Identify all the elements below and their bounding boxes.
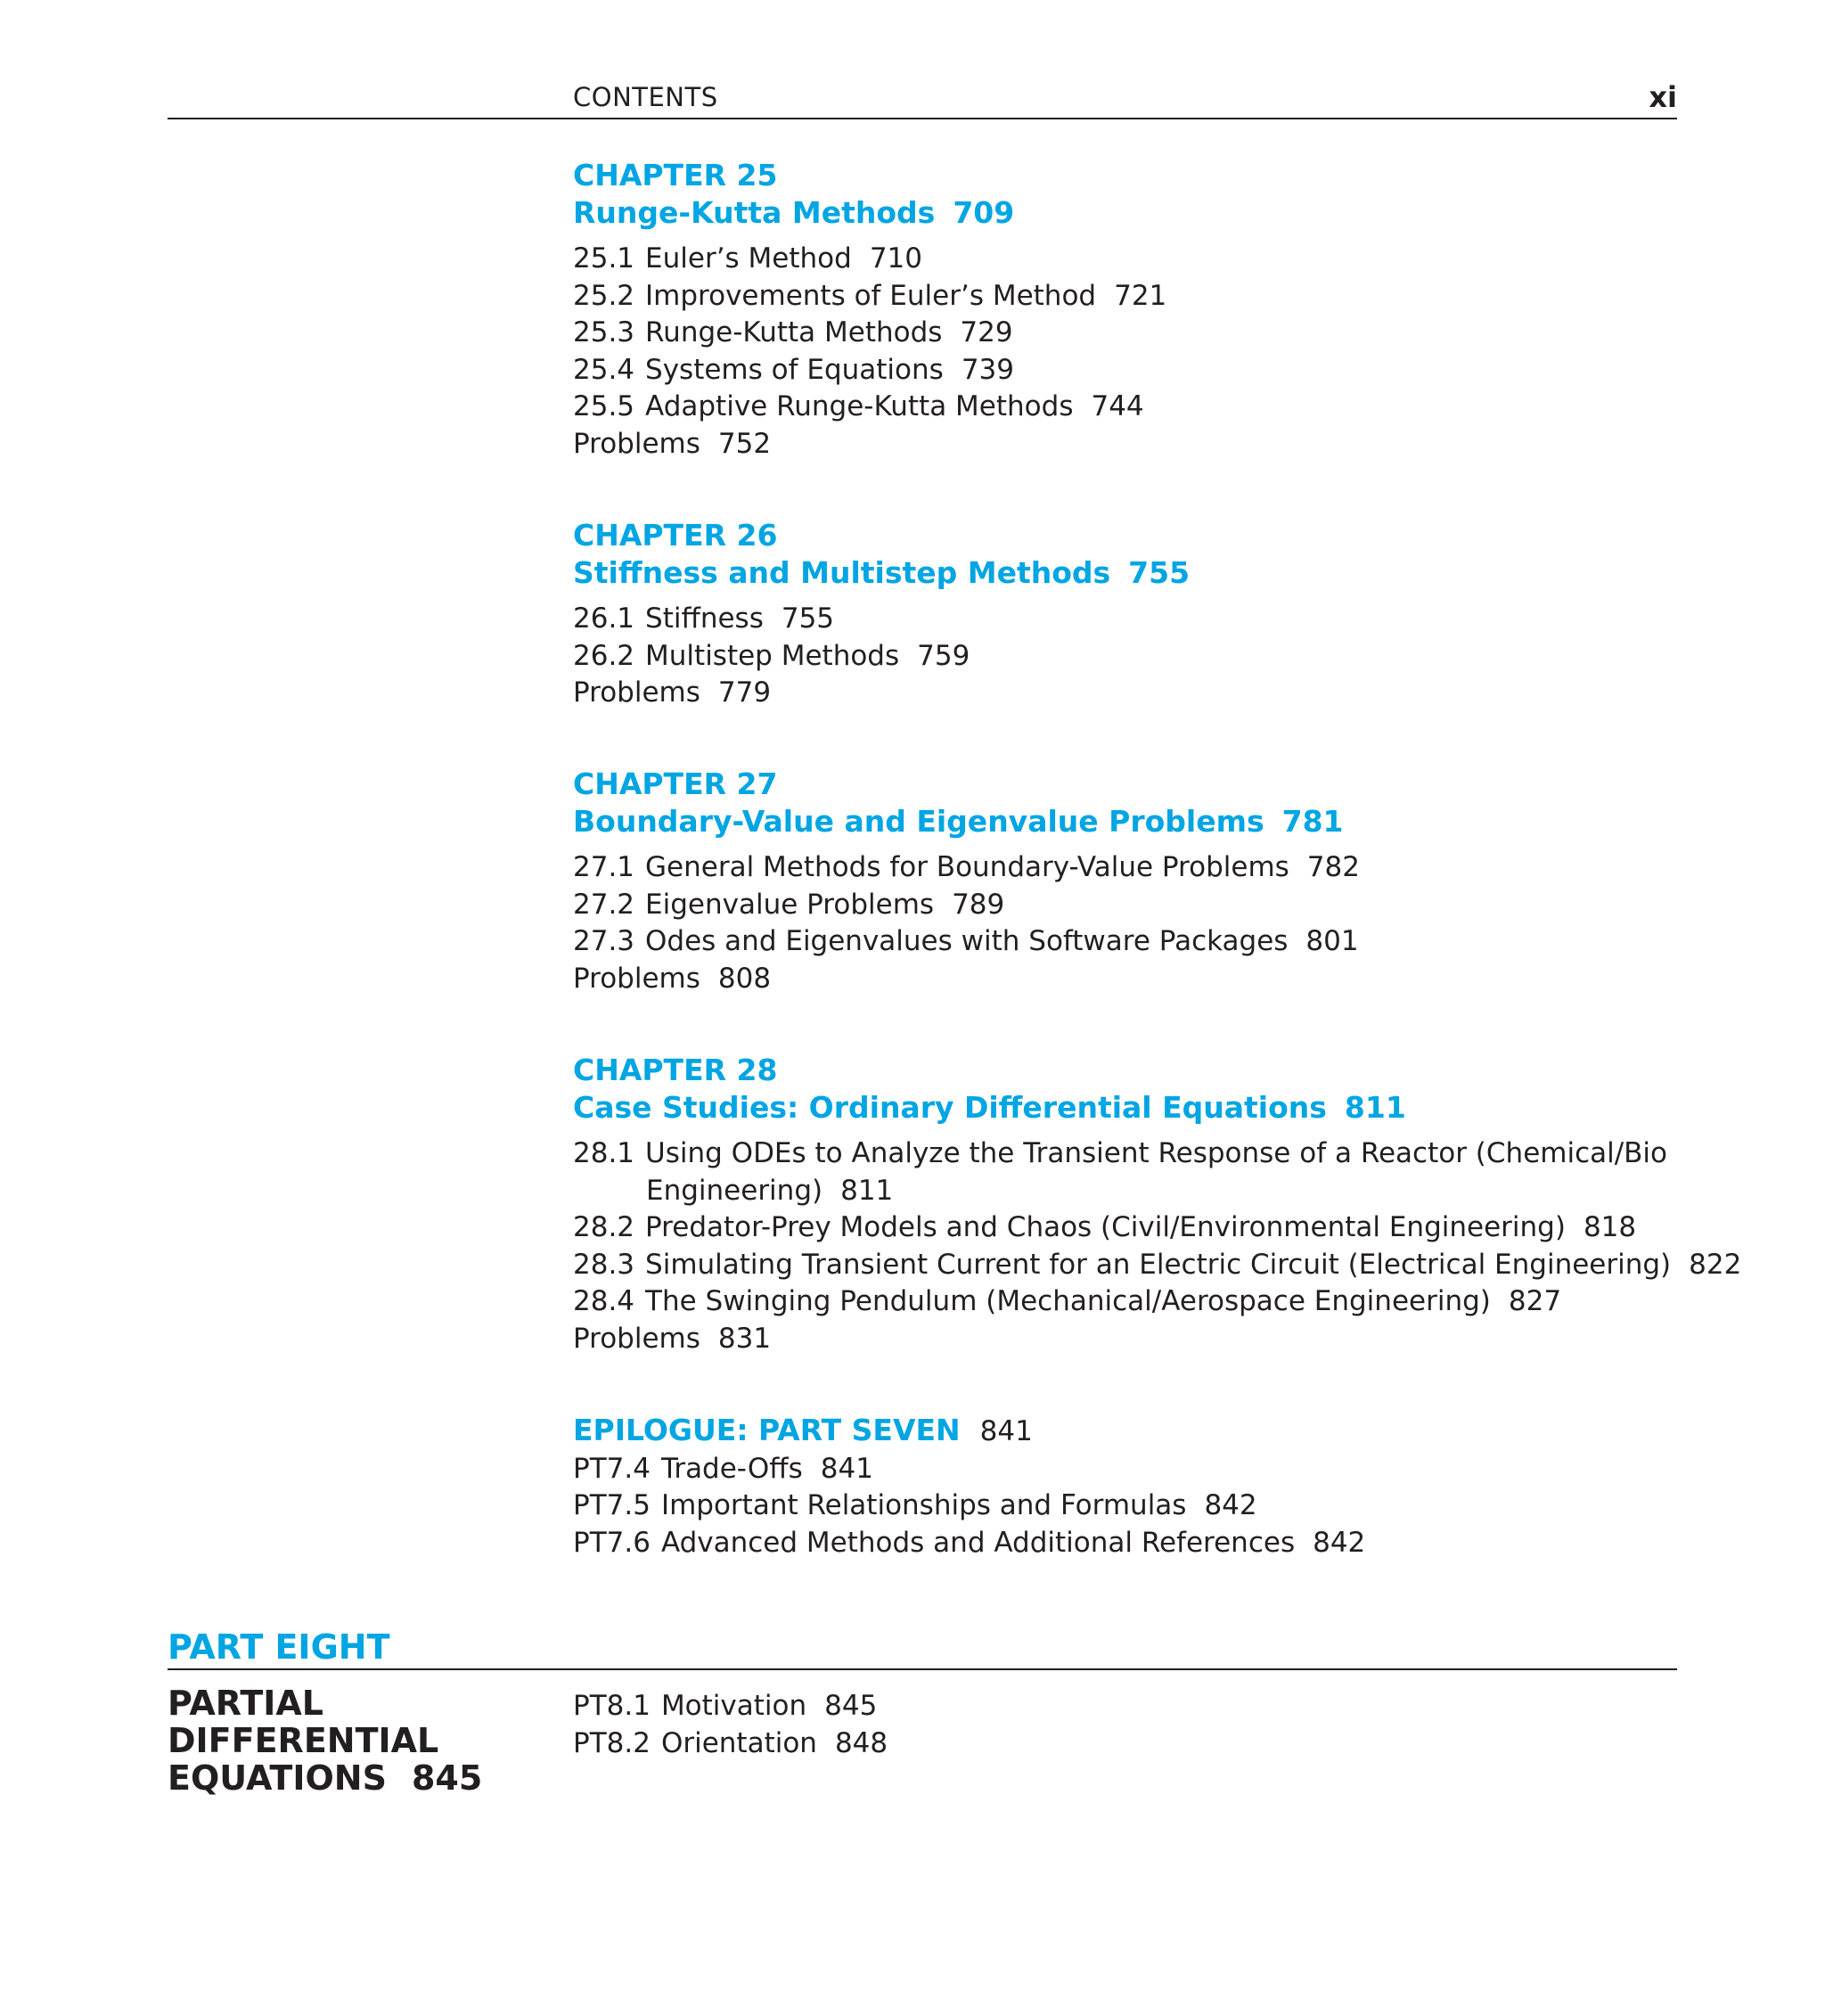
entry-number: 25.1 xyxy=(573,242,635,275)
entry-page: 782 xyxy=(1306,851,1360,883)
entry-number: 27.1 xyxy=(573,851,635,883)
entry-title: Predator-Prey Models and Chaos (Civil/Environmental Engineering) xyxy=(645,1211,1566,1243)
chapter-title[interactable] xyxy=(573,554,1678,592)
toc-entry[interactable] xyxy=(573,1525,1678,1562)
entry-page: 801 xyxy=(1305,925,1359,957)
toc-entry[interactable] xyxy=(573,849,1678,887)
toc-entry[interactable] xyxy=(573,1688,1678,1725)
entry-page: 822 xyxy=(1689,1248,1742,1281)
toc-entry[interactable] xyxy=(573,1283,1678,1321)
entry-number: 27.3 xyxy=(573,925,635,957)
running-header xyxy=(168,78,1677,119)
entry-page: 818 xyxy=(1583,1211,1637,1243)
toc-entry[interactable] xyxy=(573,278,1678,316)
toc-entry[interactable] xyxy=(573,1247,1742,1284)
entry-title: Improvements of Euler’s Method xyxy=(645,279,1097,312)
entry-page: 755 xyxy=(781,602,835,635)
chapter-page: 781 xyxy=(1281,804,1344,839)
entry-number: 25.2 xyxy=(573,279,635,312)
entry-title: Trade-Offs xyxy=(660,1452,803,1485)
toc-entry[interactable] xyxy=(573,601,1678,638)
toc-entry[interactable] xyxy=(573,241,1678,278)
entry-number: 28.1 xyxy=(573,1137,635,1169)
toc-entry[interactable] xyxy=(573,1135,1715,1209)
entry-page: 845 xyxy=(824,1690,878,1722)
entry-page: 841 xyxy=(820,1452,873,1485)
entry-number: 28.4 xyxy=(573,1285,635,1317)
entry-title: Adaptive Runge-Kutta Methods xyxy=(645,390,1074,422)
part-label: PART EIGHT xyxy=(168,1627,390,1667)
entry-number: 28.3 xyxy=(573,1248,635,1281)
chapter-page: 709 xyxy=(953,195,1015,230)
entry-title: Odes and Eigenvalues with Software Packages xyxy=(645,925,1289,957)
part-divider xyxy=(168,1668,1677,1670)
part-page: 845 xyxy=(411,1758,483,1798)
entry-page: 779 xyxy=(717,676,772,709)
toc-entry[interactable] xyxy=(573,1725,1678,1763)
entry-number: PT8.2 xyxy=(573,1726,651,1759)
entry-title: Advanced Methods and Additional References xyxy=(660,1526,1296,1559)
toc-entry[interactable] xyxy=(573,1487,1678,1525)
chapter-page: 811 xyxy=(1344,1090,1406,1125)
entry-title: Euler’s Method xyxy=(645,242,852,275)
entry-page: 729 xyxy=(960,316,1013,348)
part-title-line: PARTIAL xyxy=(168,1684,324,1723)
entry-title: Problems xyxy=(573,676,700,709)
entry-page: 759 xyxy=(917,639,970,672)
chapter-27-section xyxy=(573,766,1678,997)
toc-entry[interactable] xyxy=(573,923,1678,961)
page-number: xi xyxy=(1649,80,1677,114)
toc-entry-problems[interactable] xyxy=(573,1321,1678,1358)
chapter-number: CHAPTER 25 xyxy=(573,158,778,193)
chapter-page: 755 xyxy=(1128,555,1191,590)
entry-title: The Swinging Pendulum (Mechanical/Aerospace Engineering) xyxy=(645,1285,1491,1317)
entry-title: Systems of Equations xyxy=(645,353,944,386)
toc-entry[interactable] xyxy=(573,315,1678,352)
entry-title: Simulating Transient Current for an Electric Circuit (Electrical Engineering) xyxy=(645,1248,1672,1281)
chapter-title[interactable] xyxy=(573,194,1678,232)
entry-title: General Methods for Boundary-Value Problems xyxy=(645,851,1289,883)
epilogue-label: EPILOGUE: PART SEVEN xyxy=(573,1413,961,1447)
entry-number: 25.5 xyxy=(573,390,635,422)
entry-title: Problems xyxy=(573,427,700,460)
entry-page: 808 xyxy=(717,962,772,995)
chapter-number: CHAPTER 28 xyxy=(573,1053,778,1087)
part-eight-section xyxy=(573,1688,1678,1762)
chapter-28-section xyxy=(573,1052,1742,1357)
toc-entry[interactable] xyxy=(573,1451,1678,1488)
entry-page: 744 xyxy=(1091,390,1144,422)
toc-entry[interactable] xyxy=(573,389,1678,426)
entry-number: 26.1 xyxy=(573,602,635,635)
part-title[interactable] xyxy=(168,1684,482,1797)
entry-page: 721 xyxy=(1114,279,1167,312)
entry-number: 26.2 xyxy=(573,639,635,672)
chapter-title-text: Case Studies: Ordinary Differential Equations xyxy=(573,1090,1327,1125)
entry-page: 842 xyxy=(1204,1489,1257,1521)
entry-number: PT7.4 xyxy=(573,1452,651,1485)
chapter-number: CHAPTER 27 xyxy=(573,766,778,801)
entry-page: 710 xyxy=(869,242,922,275)
entry-page: 739 xyxy=(961,353,1014,386)
entry-number: 28.2 xyxy=(573,1211,635,1243)
entry-page: 842 xyxy=(1313,1526,1366,1559)
toc-entry[interactable] xyxy=(573,352,1678,389)
entry-page: 827 xyxy=(1508,1285,1562,1317)
chapter-title[interactable] xyxy=(573,803,1678,840)
chapter-title-text: Stiffness and Multistep Methods xyxy=(573,555,1111,590)
epilogue-section xyxy=(573,1412,1678,1561)
toc-entry-problems[interactable] xyxy=(573,675,1678,712)
entry-title: Motivation xyxy=(660,1690,807,1722)
chapter-26-section xyxy=(573,517,1678,712)
entry-page: 789 xyxy=(952,888,1005,921)
epilogue-page: 841 xyxy=(979,1415,1033,1447)
part-title-line: EQUATIONS xyxy=(168,1758,387,1798)
toc-entry-problems[interactable] xyxy=(573,961,1678,998)
entry-title: Stiffness xyxy=(645,602,764,635)
entry-number: PT7.5 xyxy=(573,1489,651,1521)
chapter-title[interactable] xyxy=(573,1089,1678,1127)
entry-title: Important Relationships and Formulas xyxy=(660,1489,1187,1521)
entry-page: 848 xyxy=(834,1726,888,1759)
entry-title: Problems xyxy=(573,1322,700,1355)
entry-number: 25.3 xyxy=(573,316,635,348)
entry-page: 752 xyxy=(717,427,772,460)
entry-title: Orientation xyxy=(660,1726,817,1759)
entry-number: 25.4 xyxy=(573,353,635,386)
entry-number: PT8.1 xyxy=(573,1690,651,1722)
toc-entry[interactable] xyxy=(573,887,1678,924)
toc-entry[interactable] xyxy=(573,638,1678,676)
epilogue-heading[interactable] xyxy=(573,1412,1678,1451)
entry-title: Problems xyxy=(573,962,700,995)
entry-title: Runge-Kutta Methods xyxy=(645,316,943,348)
toc-entry-problems[interactable] xyxy=(573,426,1678,463)
header-title: CONTENTS xyxy=(573,82,718,112)
entry-title: Eigenvalue Problems xyxy=(645,888,935,921)
chapter-number: CHAPTER 26 xyxy=(573,518,778,553)
entry-title: Multistep Methods xyxy=(645,639,900,672)
part-title-line: DIFFERENTIAL xyxy=(168,1721,439,1760)
chapter-25-section xyxy=(573,157,1678,463)
entry-page: 811 xyxy=(840,1174,894,1207)
entry-number: 27.2 xyxy=(573,888,635,921)
toc-entry[interactable] xyxy=(573,1209,1678,1247)
entry-page: 831 xyxy=(717,1322,772,1355)
chapter-title-text: Boundary-Value and Eigenvalue Problems xyxy=(573,804,1264,839)
entry-number: PT7.6 xyxy=(573,1526,651,1559)
entry-title: Using ODEs to Analyze the Transient Response of a Reactor (Chemical/Bio Engineering) xyxy=(645,1137,1668,1207)
chapter-title-text: Runge-Kutta Methods xyxy=(573,195,936,230)
